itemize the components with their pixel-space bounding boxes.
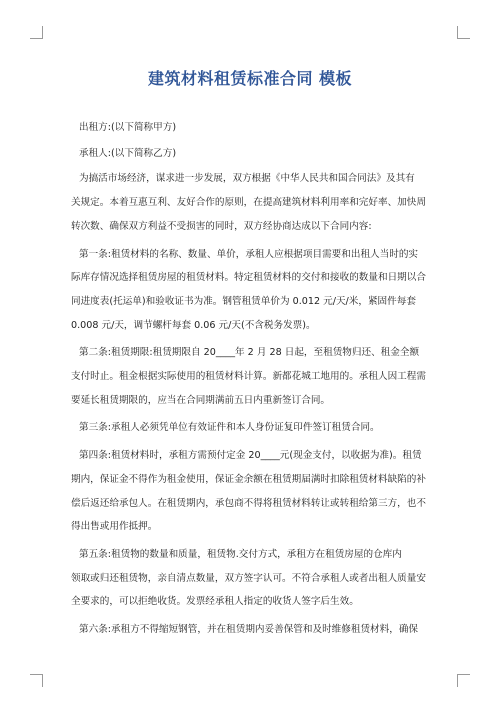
- paragraph-line: 关规定。本着互惠互利、友好合作的原则，在提高建筑材料利用率和完好率、加快周: [71, 197, 426, 209]
- paragraph-line: 得出售或用作抵押。: [71, 521, 158, 533]
- paragraph-line: 期内，保证金不得作为租金使用，保证金余额在租赁期届满时扣除租赁材料缺陷的补: [71, 473, 426, 485]
- paragraph-line: 偿后返还给承包人。在租赁期内，承包商不得将租赁材料转让或转租给第三方，也不: [71, 497, 426, 509]
- paragraph-line: 支付时止。租金根据实际使用的租赁材料计算。新都花城工地用的。承租人因工程需: [71, 371, 426, 383]
- document-body: [71, 116, 443, 642]
- paragraph-line: 转次数、确保双方利益不受损害的同时，双方经协商达成以下合同内容:: [71, 220, 372, 232]
- crop-mark-top-left: [30, 26, 43, 39]
- paragraph-line: 为搞活市场经济，谋求进一步发展，双方根据《中华人民共和国合同法》及其有: [79, 173, 415, 185]
- paragraph-line: 第四条:租赁材料时，承租方需预付定金 20____元(现金支付，以收据为准)。租赁: [79, 450, 422, 462]
- crop-mark-top-right: [457, 26, 470, 39]
- lessee-line: 承租人:(以下简称乙方): [79, 147, 177, 159]
- paragraph-line: 第六条:承租方不得缩短钢管，并在租赁期内妥善保管和及时维修租赁材料，确保: [79, 624, 419, 636]
- paragraph-line: 第一条:租赁材料的名称、数量、单价，承租人应根据项目需要和出租人当时的实: [79, 248, 419, 260]
- paragraph-line: 第二条:租赁期限:租赁期限自 20____年 2 月 28 日起，至租赁物归还、租金全额: [79, 347, 420, 359]
- paragraph-line: 0.008 元/天，调节螺杆每套 0.06 元/天(不含税务发票)。: [71, 319, 316, 331]
- paragraph-article-1: [71, 243, 443, 338]
- paragraph-line: 领取或归还租赁物，亲自清点数量，双方签字认可。不符合承租人或者出租人质量安: [71, 572, 426, 584]
- paragraph-line: 第五条:租赁物的数量和质量，租赁物.交付方式，承租方在租赁房屋的仓库内: [79, 548, 402, 560]
- paragraph-line: 全要求的，可以拒绝收货。发票经承租人指定的收货人签字后生效。: [71, 596, 359, 608]
- paragraph-line: 第三条:承租人必须凭单位有效证件和本人身份证复印件签订租赁合同。: [79, 422, 380, 434]
- document-title: 建筑材料租赁标准合同 模板: [147, 69, 353, 88]
- crop-mark-bottom-right: [457, 674, 470, 687]
- paragraph-article-3: [79, 416, 443, 440]
- paragraph-article-4: [71, 444, 443, 539]
- paragraph-article-5: [71, 543, 443, 614]
- paragraph-line: 际库存情况选择租赁房屋的租赁材料。特定租赁材料的交付和接收的数量和日期以合: [71, 272, 426, 284]
- paragraph-article-6: [79, 618, 443, 642]
- crop-mark-bottom-left: [30, 674, 43, 687]
- lessor-line: 出租方:(以下简称甲方): [79, 122, 177, 133]
- paragraph-line: 要延长租赁期限的，应当在合同期满前五日内重新签订合同。: [71, 394, 331, 406]
- paragraph-line: 同进度表(托运单)和验收证书为准。钢管租赁单价为 0.012 元/天/米，紧固件每套: [71, 295, 416, 307]
- paragraph-article-2: [71, 341, 443, 412]
- paragraph-preamble: [71, 167, 443, 238]
